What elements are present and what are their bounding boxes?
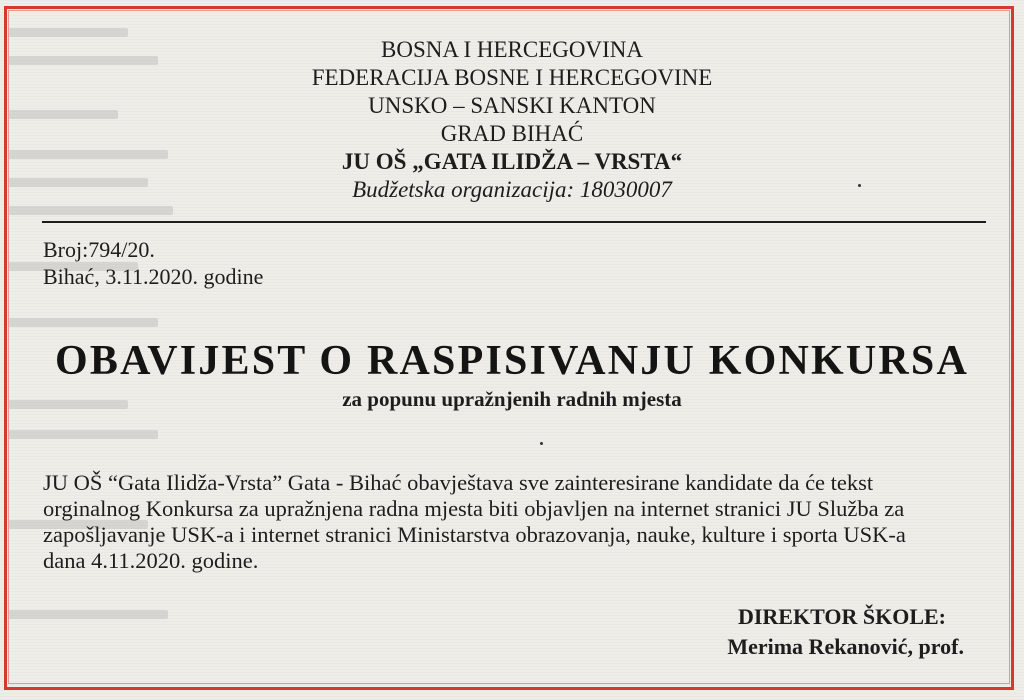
notice-subtitle: za popunu upražnjenih radnih mjesta [342,387,682,411]
reference-block [43,236,263,290]
body-line: JU OŠ “Gata Ilidža-Vrsta” Gata - Bihać obavještava sve zainteresirane kandidate da će tekst [43,470,874,495]
entity-name: FEDERACIJA BOSNE I HERCEGOVINE [311,65,713,90]
country-name: BOSNA I HERCEGOVINA [381,37,643,62]
place-date: Bihać, 3.11.2020. godine [43,264,264,289]
reference-number: Broj:794/20. [43,237,155,262]
notice-body [43,470,987,574]
body-line: dana 4.11.2020. godine. [43,548,259,573]
header-divider [42,221,986,223]
canton-name: UNSKO – SANSKI KANTON [368,93,656,118]
body-line: zapošljavanje USK-a i internet stranici Ministarstva obrazovanja, nauke, kulture i sporta USK-a [43,522,906,547]
signatory-role: DIREKTOR ŠKOLE: [737,604,946,629]
letterhead [0,36,1024,204]
city-name: GRAD BIHAĆ [440,121,584,146]
school-name: JU OŠ „GATA ILIDŽA – VRSTA“ [341,149,683,174]
body-line: orginalnog Konkursa za upražnjena radna mjesta biti objavljen na internet stranici JU Služba za [43,496,905,521]
print-speck [858,184,861,187]
notice-title: OBAVIJEST O RASPISIVANJU KONKURSA [55,338,969,384]
signature-block [727,602,964,662]
print-speck [540,442,543,445]
budget-organization: Budžetska organizacija: 18030007 [352,177,672,202]
signatory-name: Merima Rekanović, prof. [727,634,964,659]
